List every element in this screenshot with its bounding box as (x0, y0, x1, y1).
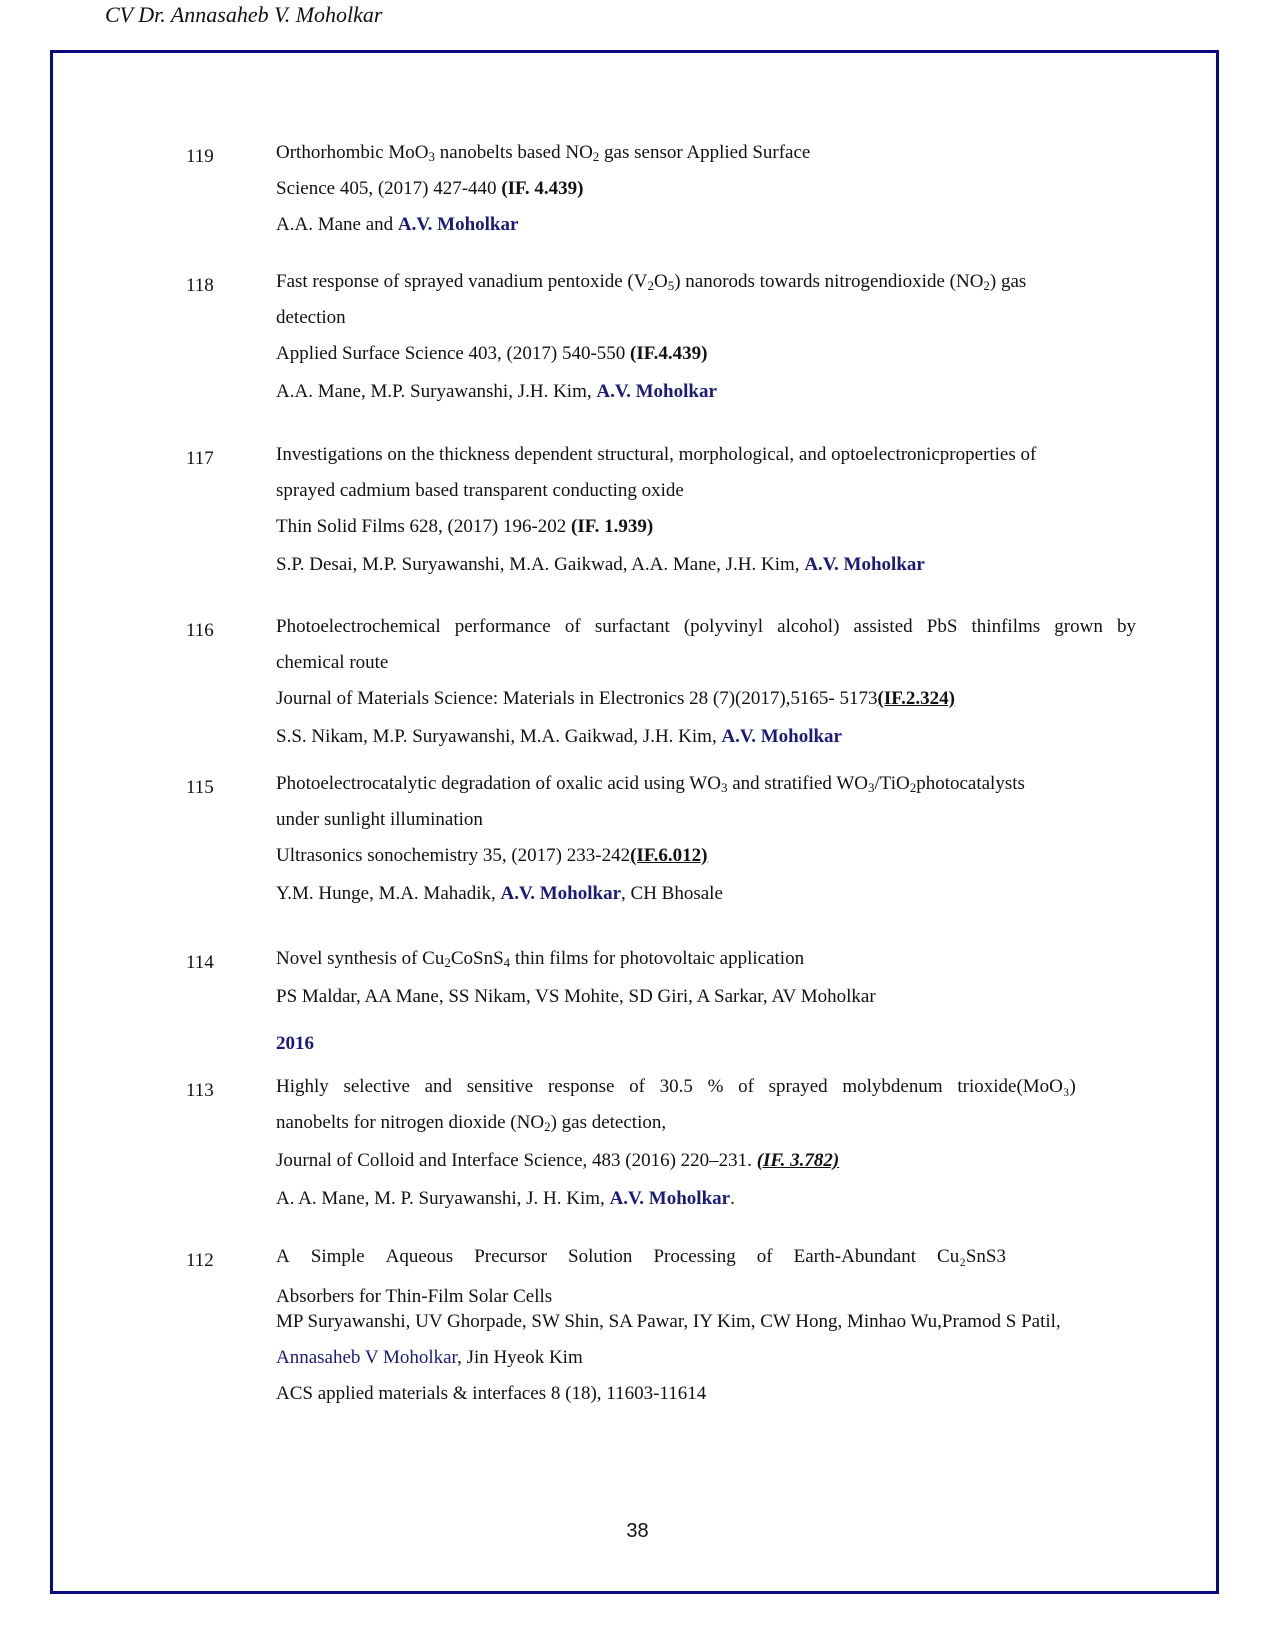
title-word: molybdenum (842, 1076, 943, 1097)
title-word: Solution (568, 1246, 633, 1267)
title-word: Precursor (474, 1246, 547, 1267)
entry-title: Orthorhombic MoO$_3$ nanobelts based $NO_2$ gas sensor Applied Surface (276, 142, 811, 164)
entry-title-cont: nanobelts for nitrogen dioxide $(NO_2)$ gas detection, (276, 1112, 667, 1134)
title-word: 30.5 (659, 1076, 693, 1097)
entry-number: 116 (186, 620, 214, 641)
entry-journal: Journal of Materials Science: Materials in Electronics 28 (7)(2017),5165- 5173(IF.2.324) (276, 688, 955, 709)
title-word: of (564, 616, 581, 637)
entry-journal: ACS applied materials & interfaces 8 (18), 11603-11614 (276, 1383, 707, 1404)
author-self: A.V. Moholkar (721, 726, 842, 747)
impact-factor: (IF.4.439) (630, 343, 708, 364)
entry-authors: S.P. Desai, M.P. Suryawanshi, M.A. Gaikwad, A.A. Mane, J.H. Kim, A.V. Moholkar (276, 554, 925, 575)
entry-number: 119 (186, 146, 214, 167)
entry-title: Fast response of sprayed vanadium pentoxide $(V_2O_5)$ nanorods towards nitrogendioxide $(NO_2)$ gas (276, 271, 1027, 293)
entry-authors-cont: Annasaheb V Moholkar, Jin Hyeok Kim (276, 1347, 583, 1368)
running-header-title: CV Dr. Annasaheb V. Moholkar (105, 2, 383, 27)
entry-number: 117 (186, 448, 214, 469)
entry-journal: Applied Surface Science 403, (2017) 540-550 (IF.4.439) (276, 343, 708, 364)
title-word: assisted (853, 616, 913, 637)
entry-journal: Journal of Colloid and Interface Science, 483 (2016) 220–231. (IF. 3.782) (276, 1150, 840, 1171)
author-self: A.V. Moholkar (500, 883, 622, 904)
entry-authors: A. A. Mane, M. P. Suryawanshi, J. H. Kim, A.V. Moholkar. (276, 1188, 735, 1209)
title-word: performance (454, 616, 551, 637)
entry-number: 118 (186, 275, 214, 296)
page-number: 38 (626, 1520, 649, 1542)
title-word: surfactant (594, 616, 670, 637)
impact-factor: (IF. 1.939) (571, 516, 654, 537)
title-word: Photoelectrochemical (276, 616, 441, 637)
title-word: Processing (653, 1246, 736, 1267)
title-word: Aqueous (385, 1246, 454, 1267)
entry-number: 113 (186, 1080, 214, 1101)
title-word: sprayed (768, 1076, 828, 1097)
author-self: A.V. Moholkar (609, 1188, 731, 1209)
entry-title-cont: Absorbers for Thin-Film Solar Cells (276, 1286, 553, 1307)
title-word: Earth-Abundant (793, 1246, 917, 1267)
author-self: A.V. Moholkar (804, 554, 925, 575)
entry-title: Photoelectrocatalytic degradation of oxalic acid using $WO_3$ and stratified $WO_3/TiO_2photocatalysts$ (276, 773, 1025, 795)
year-heading: 2016 (276, 1033, 314, 1054)
entry-journal: Science 405, (2017) 427-440 (IF. 4.439) (276, 178, 584, 199)
entry-authors: A.A. Mane, M.P. Suryawanshi, J.H. Kim, A.V. Moholkar (276, 381, 717, 402)
title-word: of (756, 1246, 773, 1267)
impact-factor: (IF. 4.439) (501, 178, 584, 199)
entry-authors: MP Suryawanshi, UV Ghorpade, SW Shin, SA Pawar, IY Kim, CW Hong, Minhao Wu,Pramod S Patil, (276, 1311, 1061, 1332)
entry-authors: Y.M. Hunge, M.A. Mahadik, A.V. Moholkar, CH Bhosale (276, 883, 723, 904)
entry-title: Investigations on the thickness dependent structural, morphological, and optoelectronicproperties of (276, 444, 1037, 465)
impact-factor: (IF. 3.782) (756, 1150, 840, 1171)
title-word: and (424, 1076, 453, 1097)
title-word: PbS (926, 616, 958, 637)
entry-journal: Thin Solid Films 628, (2017) 196-202 (IF. 1.939) (276, 516, 654, 537)
title-word: selective (343, 1076, 410, 1097)
title-word: Simple (310, 1246, 365, 1267)
author-self: A.V. Moholkar (397, 214, 519, 235)
entry-number: 115 (186, 777, 214, 798)
title-word: trioxide(MoO₃) (957, 1076, 1076, 1097)
title-word: grown (1054, 616, 1103, 637)
author-self: A.V. Moholkar (596, 381, 717, 402)
impact-factor: (IF.2.324) (877, 688, 955, 709)
entry-title-cont: chemical route (276, 652, 389, 673)
entry-number: 114 (186, 952, 214, 973)
author-self: Annasaheb V Moholkar (276, 1347, 458, 1368)
title-word: A (276, 1246, 290, 1267)
impact-factor: (IF.6.012) (630, 845, 708, 866)
title-word: of (738, 1076, 754, 1097)
title-word: % (707, 1076, 724, 1097)
entry-journal: Ultrasonics sonochemistry 35, (2017) 233-242(IF.6.012) (276, 845, 708, 866)
entry-title (276, 1076, 1076, 1098)
title-word: by (1116, 616, 1136, 637)
title-word: response (547, 1076, 615, 1097)
title-word: Highly (276, 1076, 329, 1097)
entry-authors: A.A. Mane and A.V. Moholkar (276, 214, 519, 235)
entry-authors: S.S. Nikam, M.P. Suryawanshi, M.A. Gaikwad, J.H. Kim, A.V. Moholkar (276, 726, 842, 747)
title-word: of (629, 1076, 645, 1097)
entry-title: Novel synthesis of $Cu_2CoSnS_4$ thin films for photovoltaic application (276, 948, 805, 970)
entry-title (276, 1246, 1006, 1268)
entry-title-cont: sprayed cadmium based transparent conducting oxide (276, 480, 684, 501)
title-word: alcohol) (777, 616, 840, 637)
title-word: sensitive (466, 1076, 534, 1097)
entry-title (276, 616, 1136, 638)
entry-title-cont: detection (276, 307, 346, 328)
entry-number: 112 (186, 1250, 214, 1271)
title-word: Cu₂SnS3 (937, 1246, 1006, 1267)
title-word: thinfilms (971, 616, 1041, 637)
entry-authors: PS Maldar, AA Mane, SS Nikam, VS Mohite, SD Giri, A Sarkar, AV Moholkar (276, 986, 876, 1007)
title-word: (polyvinyl (683, 616, 764, 637)
entry-title-cont: under sunlight illumination (276, 809, 483, 830)
